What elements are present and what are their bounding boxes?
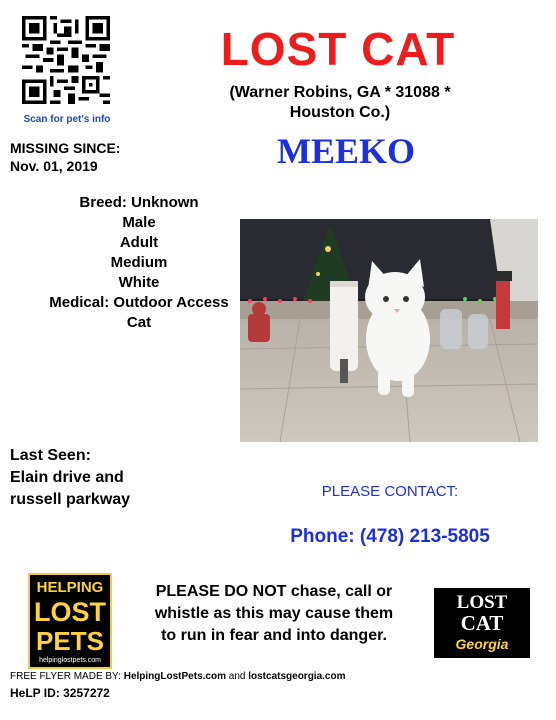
last-seen-line-2: russell parkway	[10, 491, 131, 508]
please-contact-label: PLEASE CONTACT:	[321, 483, 459, 500]
last-seen-label: Last Seen:	[10, 447, 91, 464]
cat-photo	[240, 219, 538, 442]
detail-color: White	[118, 274, 160, 291]
warning-line-1: PLEASE DO NOT chase, call or	[155, 583, 393, 600]
warning-line-2: whistle as this may cause them	[154, 605, 394, 622]
missing-since-label: MISSING SINCE:	[10, 140, 121, 156]
detail-age: Adult	[119, 234, 159, 251]
footer-credit	[10, 671, 346, 682]
pet-details	[10, 193, 268, 333]
last-seen	[10, 445, 130, 511]
hlp-logo-line-1: HELPING	[36, 579, 104, 596]
footer-site-1[interactable]: HelpingLostPets.com	[123, 671, 226, 682]
hlp-logo-url: helpinglostpets.com	[39, 657, 101, 664]
footer-and: and	[228, 671, 246, 682]
flyer-title: LOST CAT	[220, 23, 456, 75]
detail-breed: Breed: Unknown	[79, 194, 199, 211]
warning-text	[128, 581, 420, 647]
detail-size: Medium	[110, 254, 168, 271]
lcg-logo-line-3: Georgia	[455, 636, 509, 652]
helping-lost-pets-logo[interactable]	[28, 573, 112, 669]
warning-line-3: to run in fear and into danger.	[161, 627, 387, 644]
footer-site-2[interactable]: lostcatsgeorgia.com	[248, 671, 346, 682]
lost-cat-georgia-logo[interactable]	[434, 588, 530, 658]
detail-sex: Male	[122, 214, 156, 231]
pet-name: MEEKO	[276, 131, 415, 171]
qr-caption: Scan for pet's info	[23, 114, 111, 125]
help-id: HeLP ID: 3257272	[10, 686, 110, 700]
hlp-logo-line-2: LOST	[34, 597, 106, 627]
phone-number[interactable]: Phone: (478) 213-5805	[290, 526, 490, 547]
lcg-logo-line-2: CAT	[460, 611, 504, 635]
detail-medical-cont: Cat	[126, 314, 152, 331]
detail-medical: Medical: Outdoor Access	[49, 294, 229, 311]
footer-prefix: FREE FLYER MADE BY:	[10, 671, 121, 682]
hlp-logo-line-3: PETS	[36, 626, 104, 656]
location-line-2: Houston Co.)	[289, 104, 391, 121]
missing-since-date: Nov. 01, 2019	[10, 158, 98, 174]
lcg-logo-line-1: LOST	[456, 592, 508, 613]
location-line-1: (Warner Robins, GA * 31088 *	[229, 84, 451, 101]
last-seen-line-1: Elain drive and	[10, 469, 124, 486]
qr-code[interactable]	[22, 16, 110, 104]
